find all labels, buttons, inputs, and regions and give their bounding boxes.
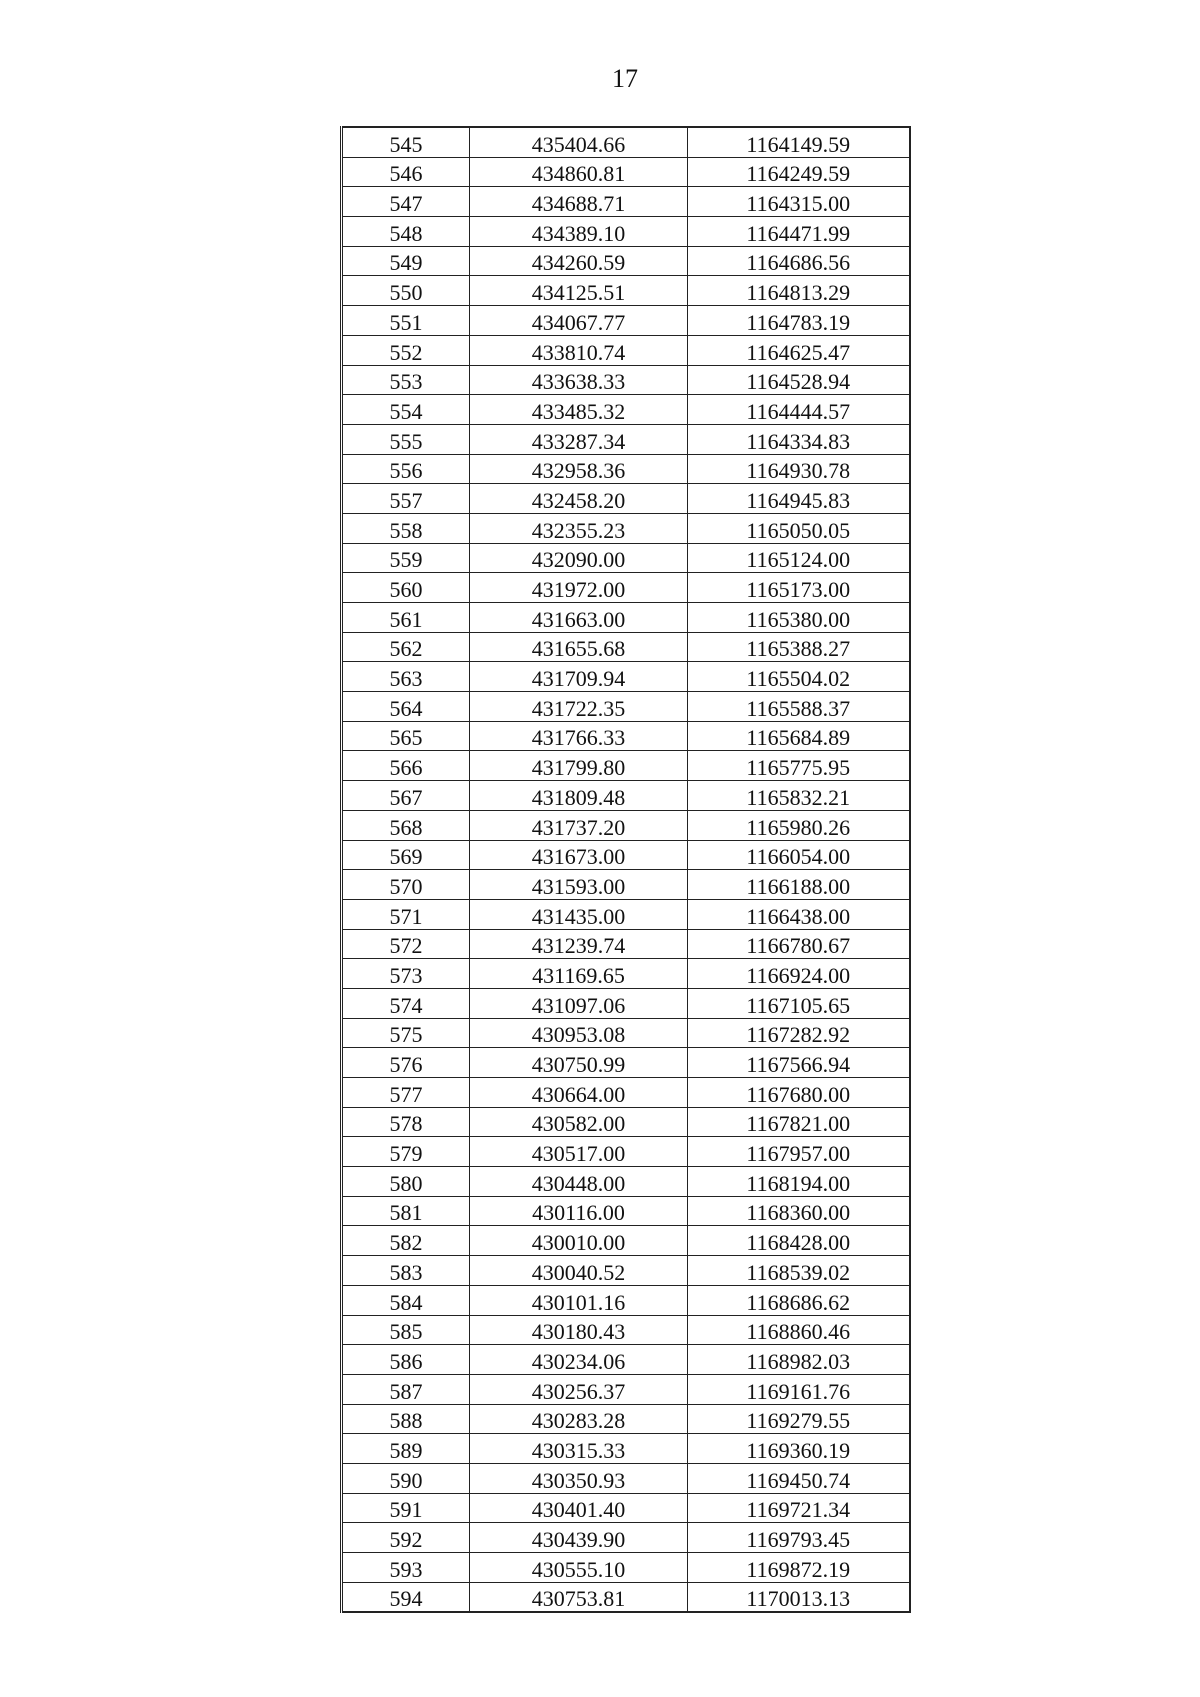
point-number-cell: 590 [342,1463,470,1493]
point-number-cell: 587 [342,1374,470,1404]
x-coordinate-cell: 431809.48 [470,781,688,811]
x-coordinate-cell: 433810.74 [470,335,688,365]
x-coordinate-cell: 430582.00 [470,1107,688,1137]
point-number-cell: 567 [342,781,470,811]
table-row [342,1523,910,1553]
point-number-cell: 571 [342,899,470,929]
point-number-cell: 582 [342,1226,470,1256]
point-number-cell: 553 [342,365,470,395]
x-coordinate-cell: 434067.77 [470,306,688,336]
y-coordinate-cell: 1165124.00 [688,543,910,573]
point-number-cell: 555 [342,424,470,454]
x-coordinate-cell: 431097.06 [470,988,688,1018]
point-number-cell: 594 [342,1582,470,1612]
y-coordinate-cell: 1168539.02 [688,1256,910,1286]
y-coordinate-cell: 1164149.59 [688,127,910,157]
table-row [342,1285,910,1315]
x-coordinate-cell: 430350.93 [470,1463,688,1493]
point-number-cell: 576 [342,1048,470,1078]
x-coordinate-cell: 430180.43 [470,1315,688,1345]
x-coordinate-cell: 430040.52 [470,1256,688,1286]
y-coordinate-cell: 1167680.00 [688,1078,910,1108]
point-number-cell: 548 [342,217,470,247]
x-coordinate-cell: 430555.10 [470,1553,688,1583]
coordinate-table [340,126,911,1613]
y-coordinate-cell: 1165173.00 [688,573,910,603]
table-row [342,1107,910,1137]
point-number-cell: 573 [342,959,470,989]
point-number-cell: 570 [342,870,470,900]
y-coordinate-cell: 1168360.00 [688,1196,910,1226]
y-coordinate-cell: 1166054.00 [688,840,910,870]
table-row [342,306,910,336]
y-coordinate-cell: 1164625.47 [688,335,910,365]
x-coordinate-cell: 430256.37 [470,1374,688,1404]
x-coordinate-cell: 431737.20 [470,810,688,840]
table-row [342,751,910,781]
y-coordinate-cell: 1165775.95 [688,751,910,781]
table-row [342,1078,910,1108]
table-row [342,1553,910,1583]
table-row [342,1404,910,1434]
y-coordinate-cell: 1164945.83 [688,484,910,514]
x-coordinate-cell: 432458.20 [470,484,688,514]
table-row [342,454,910,484]
table-row [342,1137,910,1167]
table-row [342,484,910,514]
table-row [342,603,910,633]
y-coordinate-cell: 1169721.34 [688,1493,910,1523]
y-coordinate-cell: 1169872.19 [688,1553,910,1583]
table-row [342,1315,910,1345]
x-coordinate-cell: 430234.06 [470,1345,688,1375]
y-coordinate-cell: 1165388.27 [688,632,910,662]
table-row [342,810,910,840]
y-coordinate-cell: 1166188.00 [688,870,910,900]
x-coordinate-cell: 431673.00 [470,840,688,870]
x-coordinate-cell: 433638.33 [470,365,688,395]
table-row [342,1493,910,1523]
point-number-cell: 589 [342,1434,470,1464]
y-coordinate-cell: 1167105.65 [688,988,910,1018]
point-number-cell: 564 [342,692,470,722]
x-coordinate-cell: 430448.00 [470,1167,688,1197]
table-row [342,157,910,187]
table-row [342,870,910,900]
y-coordinate-cell: 1167821.00 [688,1107,910,1137]
table-row [342,959,910,989]
y-coordinate-cell: 1167566.94 [688,1048,910,1078]
x-coordinate-cell: 430401.40 [470,1493,688,1523]
table-row [342,424,910,454]
x-coordinate-cell: 434125.51 [470,276,688,306]
point-number-cell: 563 [342,662,470,692]
y-coordinate-cell: 1164528.94 [688,365,910,395]
point-number-cell: 592 [342,1523,470,1553]
y-coordinate-cell: 1169161.76 [688,1374,910,1404]
y-coordinate-cell: 1166780.67 [688,929,910,959]
y-coordinate-cell: 1170013.13 [688,1582,910,1612]
table-row [342,1434,910,1464]
x-coordinate-cell: 430517.00 [470,1137,688,1167]
table-row [342,217,910,247]
x-coordinate-cell: 431766.33 [470,721,688,751]
point-number-cell: 556 [342,454,470,484]
table-row [342,721,910,751]
y-coordinate-cell: 1164471.99 [688,217,910,247]
y-coordinate-cell: 1168428.00 [688,1226,910,1256]
y-coordinate-cell: 1169279.55 [688,1404,910,1434]
point-number-cell: 566 [342,751,470,781]
point-number-cell: 580 [342,1167,470,1197]
y-coordinate-cell: 1165504.02 [688,662,910,692]
page-number: 17 [612,64,638,93]
point-number-cell: 546 [342,157,470,187]
x-coordinate-cell: 431972.00 [470,573,688,603]
y-coordinate-cell: 1164813.29 [688,276,910,306]
x-coordinate-cell: 435404.66 [470,127,688,157]
y-coordinate-cell: 1165980.26 [688,810,910,840]
x-coordinate-cell: 431655.68 [470,632,688,662]
table-row [342,513,910,543]
x-coordinate-cell: 432090.00 [470,543,688,573]
point-number-cell: 593 [342,1553,470,1583]
table-row [342,899,910,929]
x-coordinate-cell: 433287.34 [470,424,688,454]
point-number-cell: 558 [342,513,470,543]
point-number-cell: 559 [342,543,470,573]
table-row [342,127,910,157]
x-coordinate-cell: 430101.16 [470,1285,688,1315]
table-row [342,1256,910,1286]
table-row [342,1463,910,1493]
y-coordinate-cell: 1164686.56 [688,246,910,276]
point-number-cell: 565 [342,721,470,751]
y-coordinate-cell: 1165380.00 [688,603,910,633]
table-row [342,573,910,603]
y-coordinate-cell: 1164783.19 [688,306,910,336]
x-coordinate-cell: 432355.23 [470,513,688,543]
point-number-cell: 579 [342,1137,470,1167]
table-row [342,988,910,1018]
table-row [342,1345,910,1375]
y-coordinate-cell: 1165684.89 [688,721,910,751]
point-number-cell: 547 [342,187,470,217]
table-row [342,1048,910,1078]
point-number-cell: 552 [342,335,470,365]
table-row [342,1582,910,1612]
y-coordinate-cell: 1168686.62 [688,1285,910,1315]
point-number-cell: 572 [342,929,470,959]
point-number-cell: 551 [342,306,470,336]
x-coordinate-cell: 431239.74 [470,929,688,959]
y-coordinate-cell: 1167957.00 [688,1137,910,1167]
x-coordinate-cell: 431663.00 [470,603,688,633]
table-row [342,276,910,306]
point-number-cell: 583 [342,1256,470,1286]
y-coordinate-cell: 1168194.00 [688,1167,910,1197]
x-coordinate-cell: 430750.99 [470,1048,688,1078]
x-coordinate-cell: 431435.00 [470,899,688,929]
table-row [342,632,910,662]
x-coordinate-cell: 434860.81 [470,157,688,187]
point-number-cell: 568 [342,810,470,840]
x-coordinate-cell: 430953.08 [470,1018,688,1048]
y-coordinate-cell: 1165050.05 [688,513,910,543]
point-number-cell: 554 [342,395,470,425]
x-coordinate-cell: 432958.36 [470,454,688,484]
x-coordinate-cell: 431169.65 [470,959,688,989]
x-coordinate-cell: 434389.10 [470,217,688,247]
y-coordinate-cell: 1167282.92 [688,1018,910,1048]
point-number-cell: 586 [342,1345,470,1375]
y-coordinate-cell: 1168860.46 [688,1315,910,1345]
point-number-cell: 578 [342,1107,470,1137]
point-number-cell: 581 [342,1196,470,1226]
table-row [342,335,910,365]
x-coordinate-cell: 430283.28 [470,1404,688,1434]
y-coordinate-cell: 1168982.03 [688,1345,910,1375]
x-coordinate-cell: 431722.35 [470,692,688,722]
x-coordinate-cell: 433485.32 [470,395,688,425]
table-row [342,187,910,217]
table-row [342,929,910,959]
x-coordinate-cell: 430439.90 [470,1523,688,1553]
table-row [342,840,910,870]
table-row [342,1018,910,1048]
point-number-cell: 591 [342,1493,470,1523]
y-coordinate-cell: 1164334.83 [688,424,910,454]
y-coordinate-cell: 1164444.57 [688,395,910,425]
x-coordinate-cell: 434260.59 [470,246,688,276]
x-coordinate-cell: 430753.81 [470,1582,688,1612]
x-coordinate-cell: 430010.00 [470,1226,688,1256]
table-row [342,1196,910,1226]
point-number-cell: 561 [342,603,470,633]
point-number-cell: 557 [342,484,470,514]
point-number-cell: 545 [342,127,470,157]
table-row [342,395,910,425]
y-coordinate-cell: 1169793.45 [688,1523,910,1553]
y-coordinate-cell: 1169450.74 [688,1463,910,1493]
point-number-cell: 550 [342,276,470,306]
point-number-cell: 575 [342,1018,470,1048]
point-number-cell: 577 [342,1078,470,1108]
point-number-cell: 560 [342,573,470,603]
table-row [342,246,910,276]
y-coordinate-cell: 1165588.37 [688,692,910,722]
point-number-cell: 584 [342,1285,470,1315]
y-coordinate-cell: 1164930.78 [688,454,910,484]
x-coordinate-cell: 431593.00 [470,870,688,900]
y-coordinate-cell: 1164249.59 [688,157,910,187]
table-row [342,1226,910,1256]
x-coordinate-cell: 430664.00 [470,1078,688,1108]
x-coordinate-cell: 430315.33 [470,1434,688,1464]
point-number-cell: 585 [342,1315,470,1345]
point-number-cell: 569 [342,840,470,870]
x-coordinate-cell: 434688.71 [470,187,688,217]
point-number-cell: 549 [342,246,470,276]
table-row [342,1167,910,1197]
table-row [342,365,910,395]
y-coordinate-cell: 1166924.00 [688,959,910,989]
y-coordinate-cell: 1169360.19 [688,1434,910,1464]
table-row [342,1374,910,1404]
table-row [342,692,910,722]
x-coordinate-cell: 431799.80 [470,751,688,781]
x-coordinate-cell: 431709.94 [470,662,688,692]
y-coordinate-cell: 1165832.21 [688,781,910,811]
coordinate-table-body [342,127,910,1612]
table-row [342,662,910,692]
table-row [342,543,910,573]
point-number-cell: 562 [342,632,470,662]
point-number-cell: 588 [342,1404,470,1434]
x-coordinate-cell: 430116.00 [470,1196,688,1226]
y-coordinate-cell: 1166438.00 [688,899,910,929]
table-row [342,781,910,811]
y-coordinate-cell: 1164315.00 [688,187,910,217]
point-number-cell: 574 [342,988,470,1018]
